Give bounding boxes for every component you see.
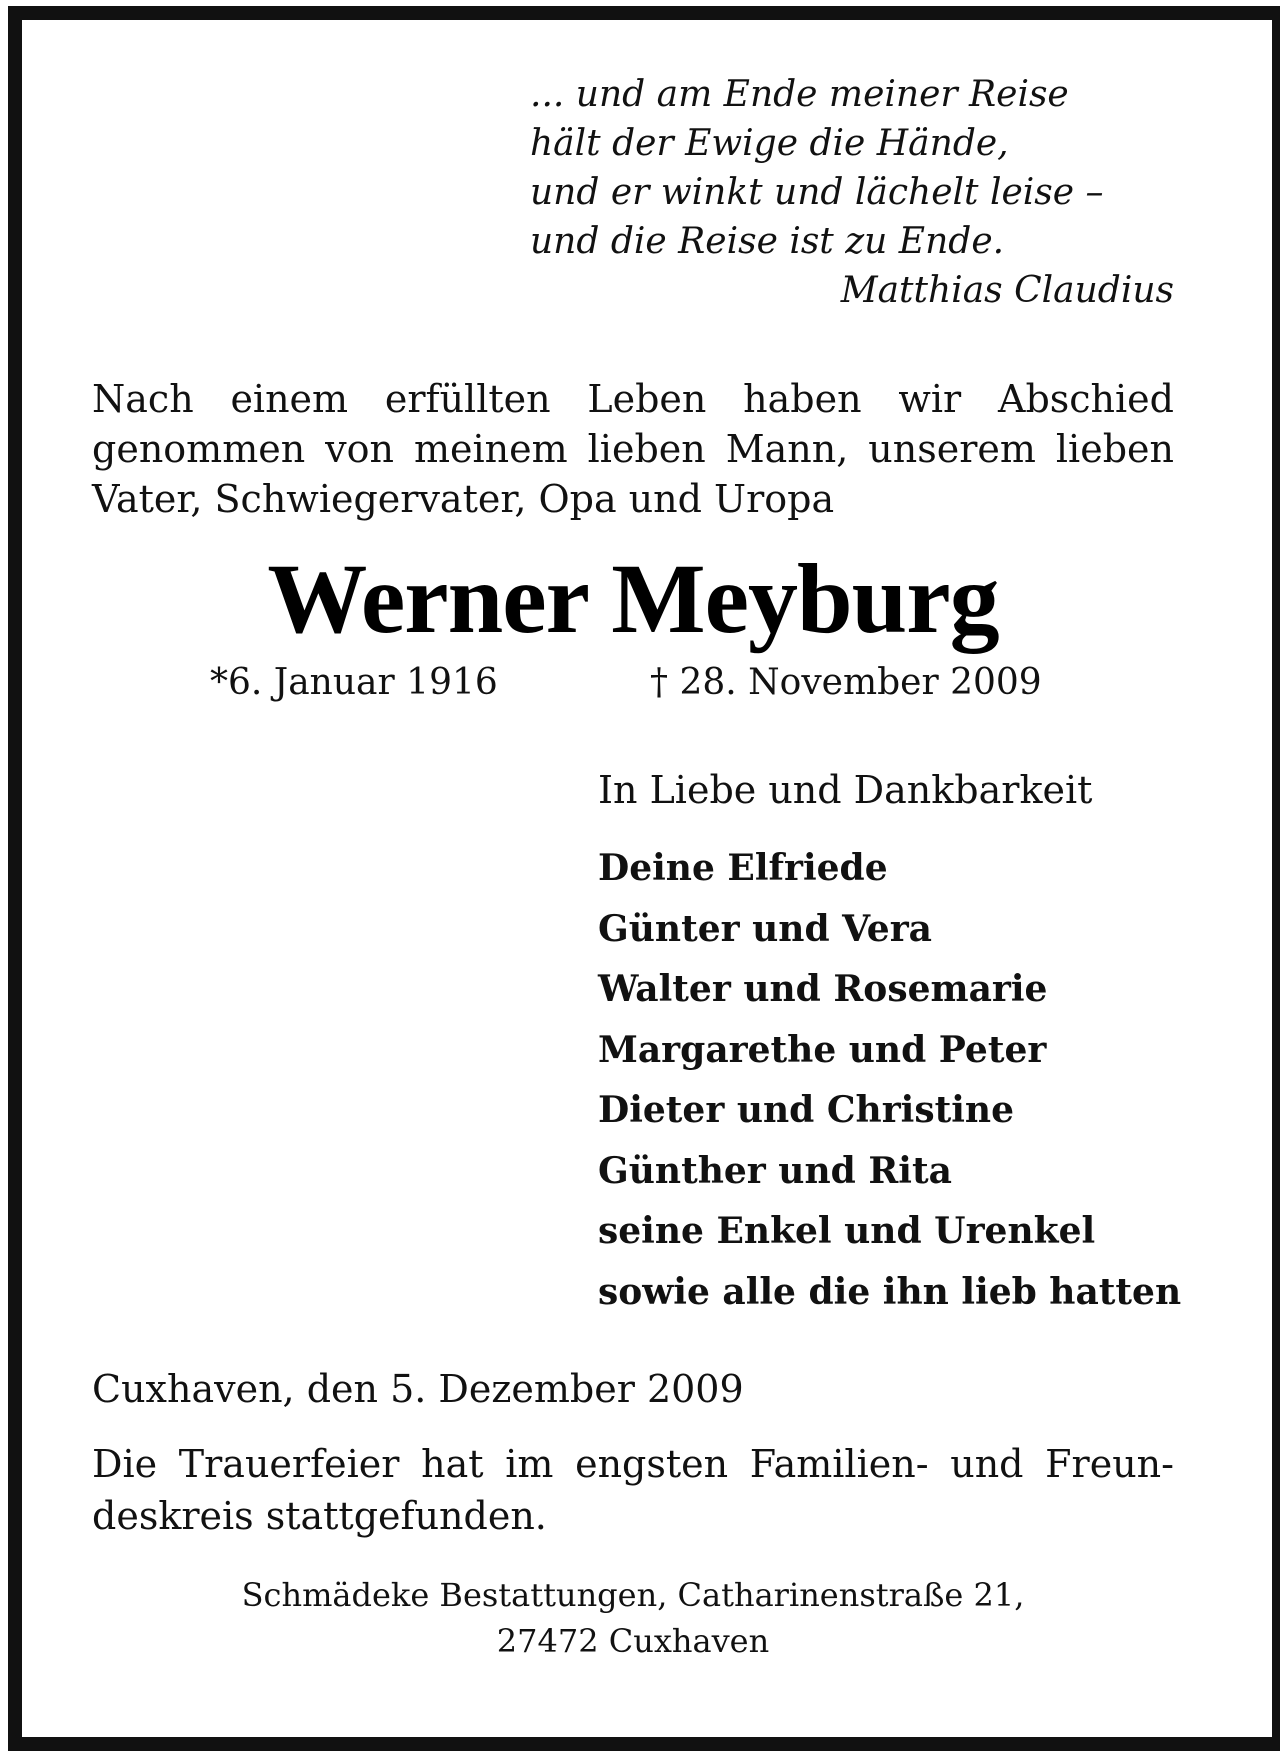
mourner-name: Günther und Rita — [598, 1149, 952, 1192]
mourner-name: Deine Elfriede — [598, 847, 888, 889]
undertaker-address — [92, 1572, 1174, 1664]
mourner-name: sowie alle die ihn lieb hatten — [598, 1270, 1182, 1313]
place-date: Cuxhaven, den 5. Dezember 2009 — [92, 1367, 744, 1411]
ceremony-note — [92, 1438, 1174, 1542]
mourner-name: Margarethe und Peter — [598, 1028, 1047, 1071]
intro-line: Vater, Schwiegervater, Opa und Uropa — [92, 477, 835, 521]
mourner-name: Walter und Rosemarie — [598, 968, 1048, 1010]
ceremony-line: Die Trauerfeier hat im engsten Familien- und Freun- — [92, 1442, 1174, 1486]
quote-author: Matthias Claudius — [840, 270, 1174, 311]
death-date: † 28. November 2009 — [650, 662, 1042, 703]
poem-quote — [530, 70, 1104, 266]
quote-line: hält der Ewige die Hände, — [530, 123, 1009, 164]
quote-line: und er winkt und lächelt leise – — [530, 172, 1104, 213]
intro-line: genommen von meinem lieben Mann, unserem lieben — [92, 427, 1174, 471]
undertaker-line: 27472 Cuxhaven — [496, 1622, 770, 1660]
undertaker-line: Schmädeke Bestattungen, Catharinenstraße 21, — [241, 1576, 1025, 1614]
mourner-name: Günter und Vera — [598, 907, 933, 950]
mourner-name: Dieter und Christine — [598, 1089, 1015, 1131]
mourners-list — [598, 838, 1181, 1322]
ceremony-line: deskreis stattgefunden. — [92, 1494, 547, 1538]
quote-line: ... und am Ende meiner Reise — [530, 74, 1069, 115]
mourner-name: seine Enkel und Urenkel — [598, 1210, 1096, 1252]
birth-date: *6. Januar 1916 — [210, 662, 498, 703]
deceased-name: Werner Meyburg — [267, 543, 999, 654]
intro-paragraph — [92, 374, 1174, 524]
quote-line: und die Reise ist zu Ende. — [530, 221, 1005, 262]
mourners-heading: In Liebe und Dankbarkeit — [598, 768, 1093, 812]
intro-line: Nach einem erfüllten Leben haben wir Abschied — [92, 377, 1174, 421]
